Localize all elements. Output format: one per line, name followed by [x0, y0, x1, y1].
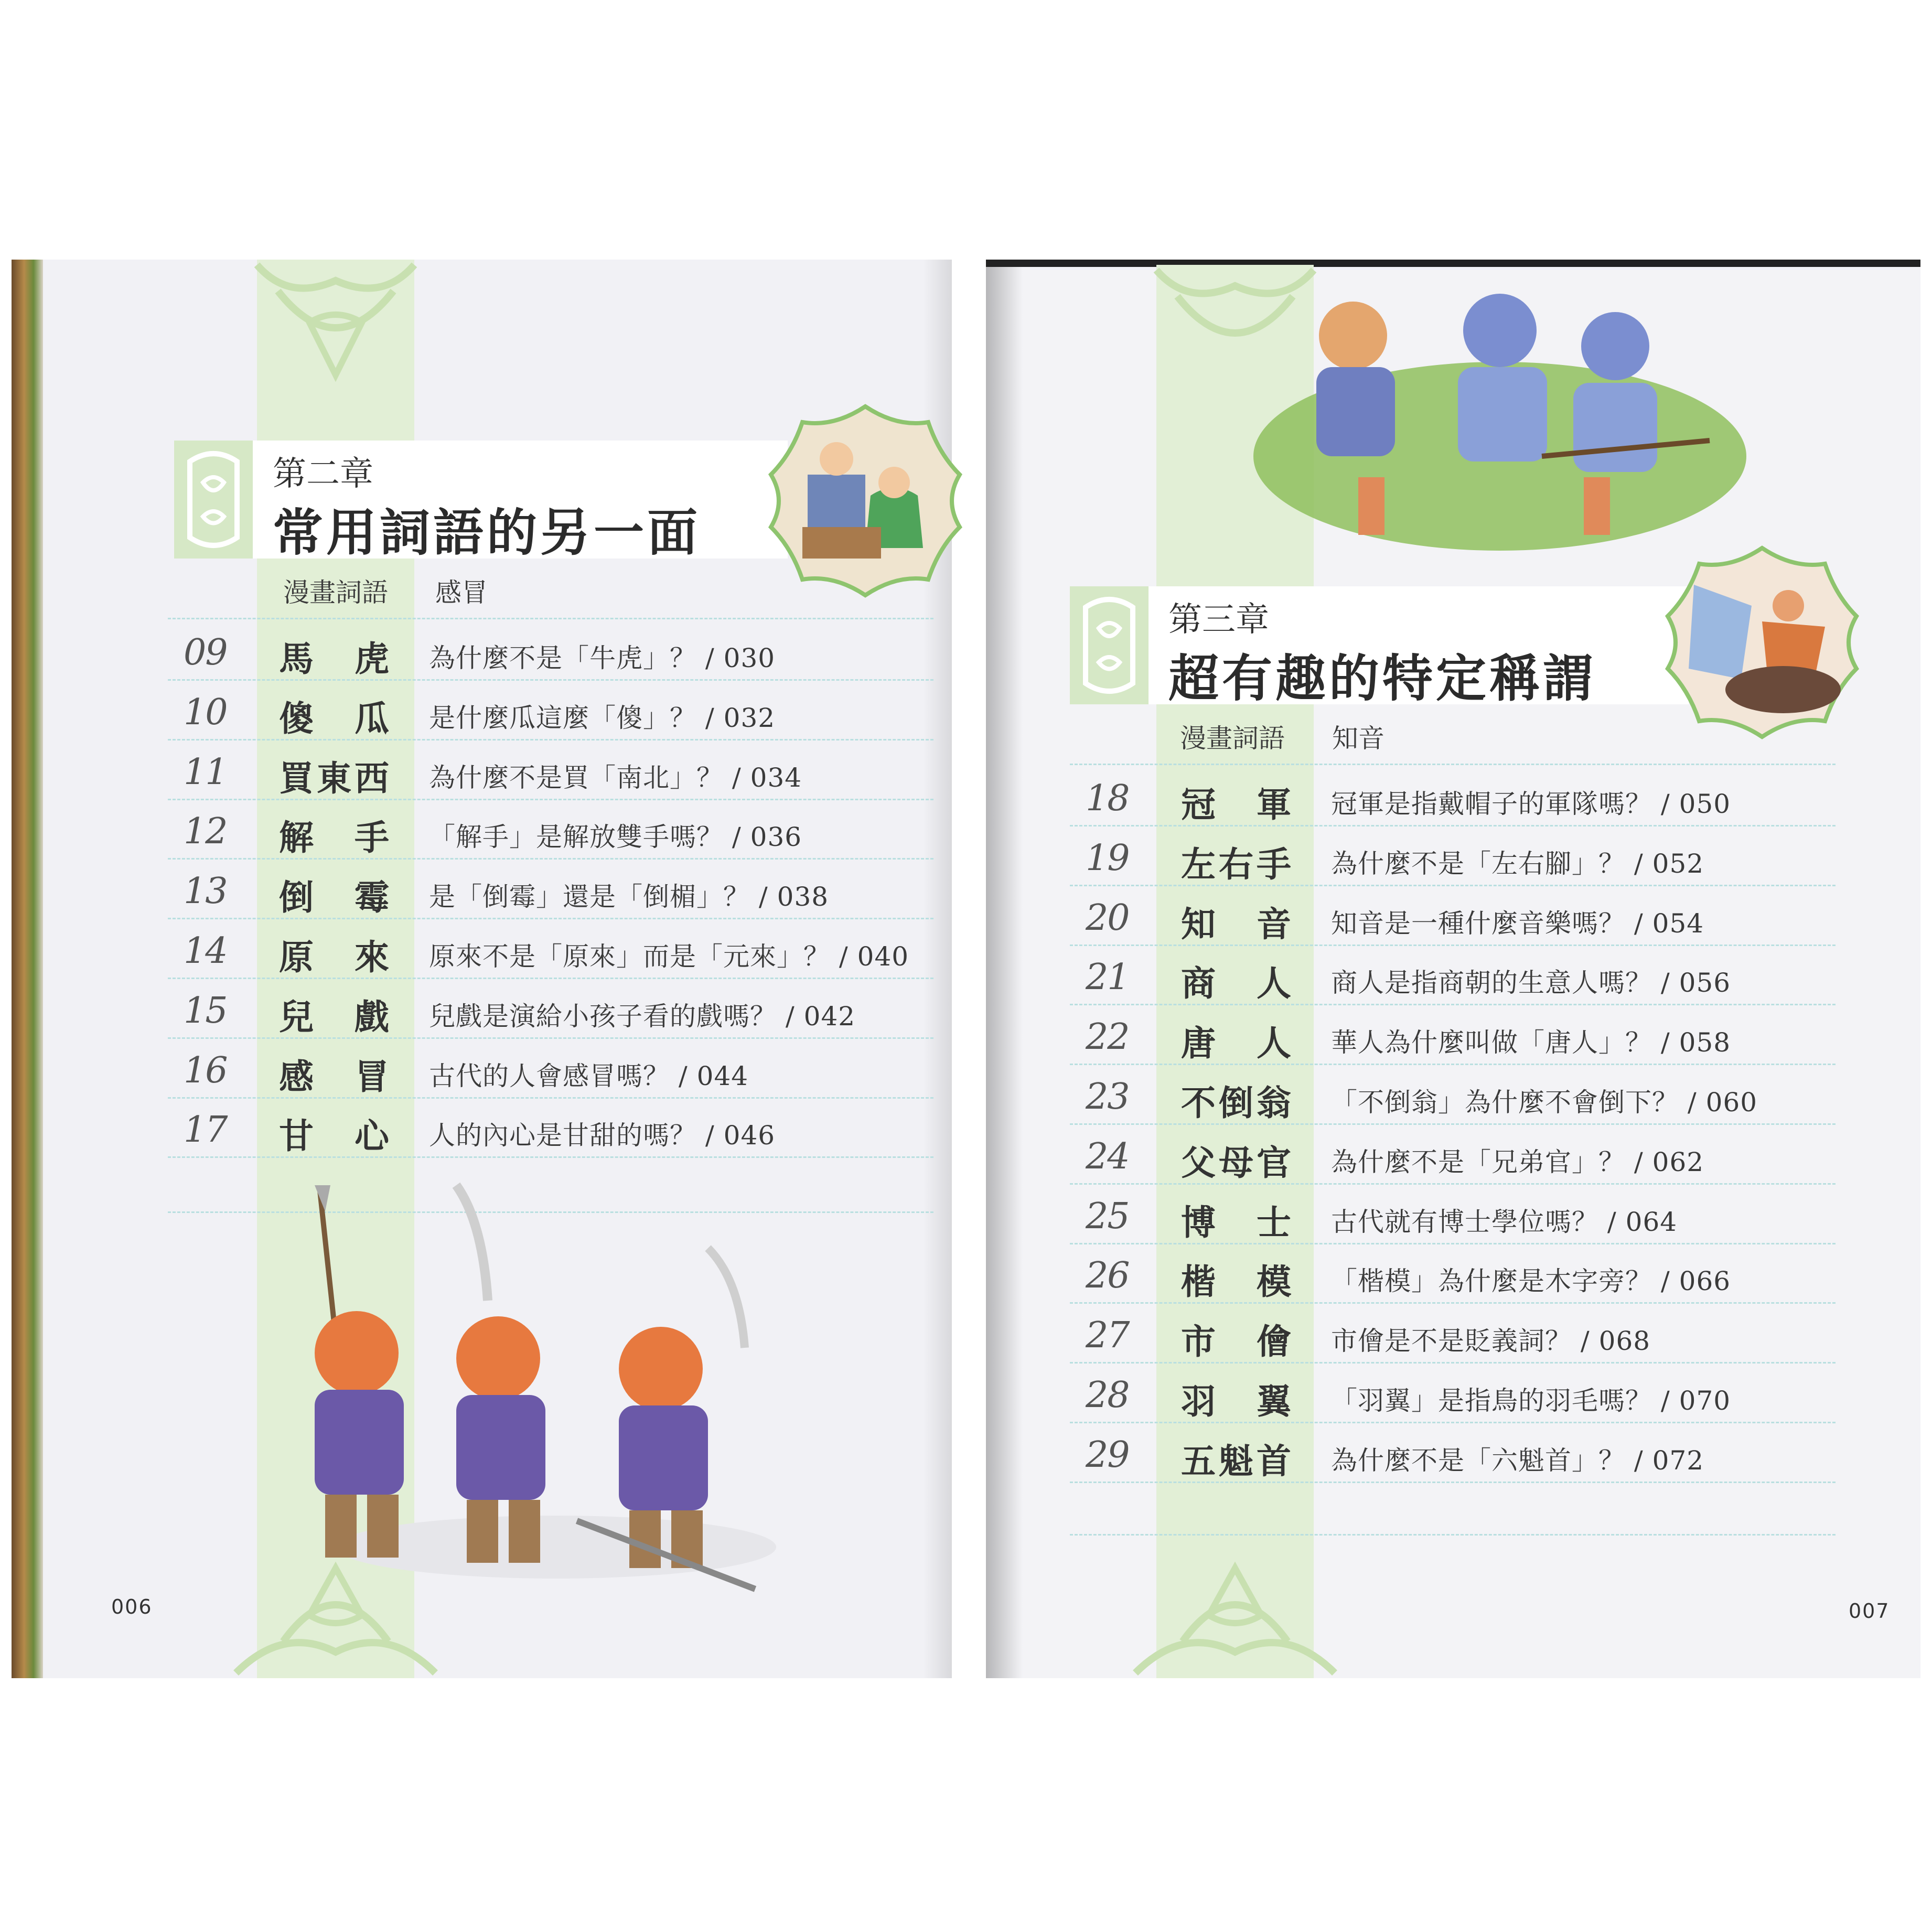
entry-term: 感冒	[279, 1056, 389, 1097]
comic-label: 漫畫詞語	[283, 577, 388, 608]
chapter-title: 超有趣的特定稱謂	[1168, 649, 1596, 708]
entry-description: 為什麼不是「牛虎」？ / 030	[429, 643, 776, 673]
chapter-ornament-icon	[1070, 586, 1149, 704]
entry-term: 甘心	[279, 1115, 389, 1157]
toc-entry[interactable]	[168, 1098, 933, 1158]
entry-term: 解手	[279, 817, 389, 858]
entry-description: 是什麼瓜這麼「傻」？ / 032	[429, 702, 776, 733]
entry-description: 知音是一種什麼音樂嗎？ / 054	[1331, 908, 1704, 939]
toc-entry[interactable]	[1070, 1184, 1836, 1244]
page-top-edge	[986, 260, 1920, 267]
entry-term: 兒戲	[279, 996, 389, 1037]
toc-entry[interactable]	[168, 919, 933, 979]
entry-number: 28	[1086, 1375, 1129, 1416]
entry-description: 古代的人會感冒嗎？ / 044	[429, 1060, 749, 1091]
toc-entry[interactable]	[1070, 945, 1836, 1005]
entry-term: 楷模	[1181, 1261, 1291, 1303]
gutter-shadow-right	[986, 260, 1023, 1678]
toc-entry[interactable]	[168, 799, 933, 860]
toc-entry[interactable]	[1070, 886, 1836, 946]
chapter-label: 第二章	[273, 455, 373, 493]
entry-description: 「羽翼」是指鳥的羽毛嗎？ / 070	[1331, 1386, 1731, 1416]
chapter-label: 第三章	[1168, 600, 1269, 639]
entry-number: 24	[1086, 1135, 1129, 1177]
entry-description: 冠軍是指戴帽子的軍隊嗎？ / 050	[1331, 789, 1731, 819]
entry-number: 27	[1086, 1315, 1129, 1357]
entry-term: 買東西	[279, 757, 389, 799]
divider	[1070, 764, 1836, 765]
entry-term: 原來	[279, 937, 389, 978]
entry-number: 18	[1086, 778, 1129, 819]
entry-term: 不倒翁	[1181, 1082, 1291, 1123]
entry-number: 19	[1086, 837, 1129, 879]
entry-description: 華人為什麼叫做「唐人」？ / 058	[1331, 1027, 1731, 1058]
entry-term: 唐人	[1181, 1023, 1291, 1064]
toc-entry[interactable]	[168, 740, 933, 800]
entry-number: 26	[1086, 1255, 1129, 1297]
toc-entry[interactable]	[168, 1038, 933, 1099]
chapter-title: 常用詞語的另一面	[273, 503, 701, 562]
page-number-left: 006	[111, 1595, 153, 1618]
entry-number: 16	[184, 1049, 227, 1091]
toc-entry[interactable]	[1070, 1243, 1836, 1304]
entry-number: 21	[1086, 957, 1129, 999]
entry-term: 知音	[1181, 903, 1291, 944]
soldiers-illustration	[283, 1180, 808, 1600]
entry-number: 13	[184, 871, 227, 913]
entry-description: 是「倒霉」還是「倒楣」？ / 038	[429, 882, 829, 913]
entry-number: 23	[1086, 1076, 1129, 1118]
comic-label: 漫畫詞語	[1180, 723, 1285, 754]
toc-entry[interactable]	[1070, 766, 1836, 827]
entry-term: 商人	[1181, 963, 1291, 1004]
entry-term: 左右手	[1181, 843, 1291, 885]
entry-term: 父母官	[1181, 1142, 1291, 1183]
entry-description: 「楷模」為什麼是木字旁？ / 066	[1331, 1266, 1731, 1297]
entry-number: 10	[184, 691, 227, 733]
book-edge	[12, 260, 43, 1678]
left-top-ornament	[246, 260, 425, 391]
entry-description: 「不倒翁」為什麼不會倒下？ / 060	[1331, 1087, 1758, 1118]
chapter-illustration-badge	[760, 396, 970, 606]
toc-entry[interactable]	[1070, 1303, 1836, 1364]
entry-term: 博士	[1181, 1201, 1291, 1243]
entry-number: 22	[1086, 1016, 1129, 1058]
toc-entry[interactable]	[168, 680, 933, 740]
entry-number: 12	[184, 811, 227, 853]
entry-description: 市儈是不是貶義詞？ / 068	[1331, 1326, 1651, 1357]
entry-description: 「解手」是解放雙手嗎？ / 036	[429, 822, 802, 853]
entry-description: 古代就有博士學位嗎？ / 064	[1331, 1206, 1678, 1237]
entry-number: 14	[184, 930, 227, 972]
entry-number: 11	[184, 751, 227, 793]
entry-number: 17	[184, 1109, 227, 1151]
divider	[168, 618, 933, 619]
toc-entry[interactable]	[1070, 1124, 1836, 1185]
divider	[1070, 1534, 1836, 1536]
entry-number: 25	[1086, 1195, 1129, 1237]
entry-term: 馬虎	[279, 638, 389, 679]
comic-word: 感冒	[435, 577, 488, 608]
chapter-ornament-icon	[174, 441, 253, 559]
entry-description: 為什麼不是「兄弟官」？ / 062	[1331, 1146, 1704, 1177]
entry-description: 商人是指商朝的生意人嗎？ / 056	[1331, 968, 1731, 999]
entry-term: 冠軍	[1181, 784, 1291, 825]
entry-number: 20	[1086, 897, 1129, 939]
entry-description: 為什麼不是「六魁首」？ / 072	[1331, 1445, 1704, 1476]
entry-description: 為什麼不是「左右腳」？ / 052	[1331, 848, 1704, 879]
toc-entry[interactable]	[1070, 1065, 1836, 1125]
entry-term: 市儈	[1181, 1321, 1291, 1362]
page-number-right: 007	[1849, 1600, 1890, 1623]
toc-entry[interactable]	[1070, 1423, 1836, 1483]
toc-entry[interactable]	[1070, 1363, 1836, 1423]
running-soldiers-illustration	[1248, 283, 1773, 556]
chapter-illustration-badge	[1657, 538, 1867, 747]
entry-term: 羽翼	[1181, 1381, 1291, 1422]
entry-number: 29	[1086, 1434, 1129, 1476]
toc-entry[interactable]	[168, 979, 933, 1039]
entry-term: 傻瓜	[279, 697, 389, 739]
entry-number: 15	[184, 990, 227, 1032]
right-bottom-ornament	[1120, 1547, 1350, 1678]
entry-description: 人的內心是甘甜的嗎？ / 046	[429, 1120, 776, 1151]
entry-number: 09	[184, 632, 227, 673]
toc-entry[interactable]	[168, 620, 933, 681]
entry-term: 五魁首	[1181, 1440, 1291, 1482]
entry-description: 為什麼不是買「南北」？ / 034	[429, 762, 802, 793]
entry-description: 兒戲是演給小孩子看的戲嗎？ / 042	[429, 1001, 856, 1032]
toc-entry[interactable]	[1070, 826, 1836, 886]
entry-description: 原來不是「原來」而是「元來」？ / 040	[429, 941, 909, 972]
comic-word: 知音	[1332, 723, 1384, 754]
toc-entry[interactable]	[168, 859, 933, 919]
toc-entry[interactable]	[1070, 1005, 1836, 1065]
entry-term: 倒霉	[279, 877, 389, 918]
